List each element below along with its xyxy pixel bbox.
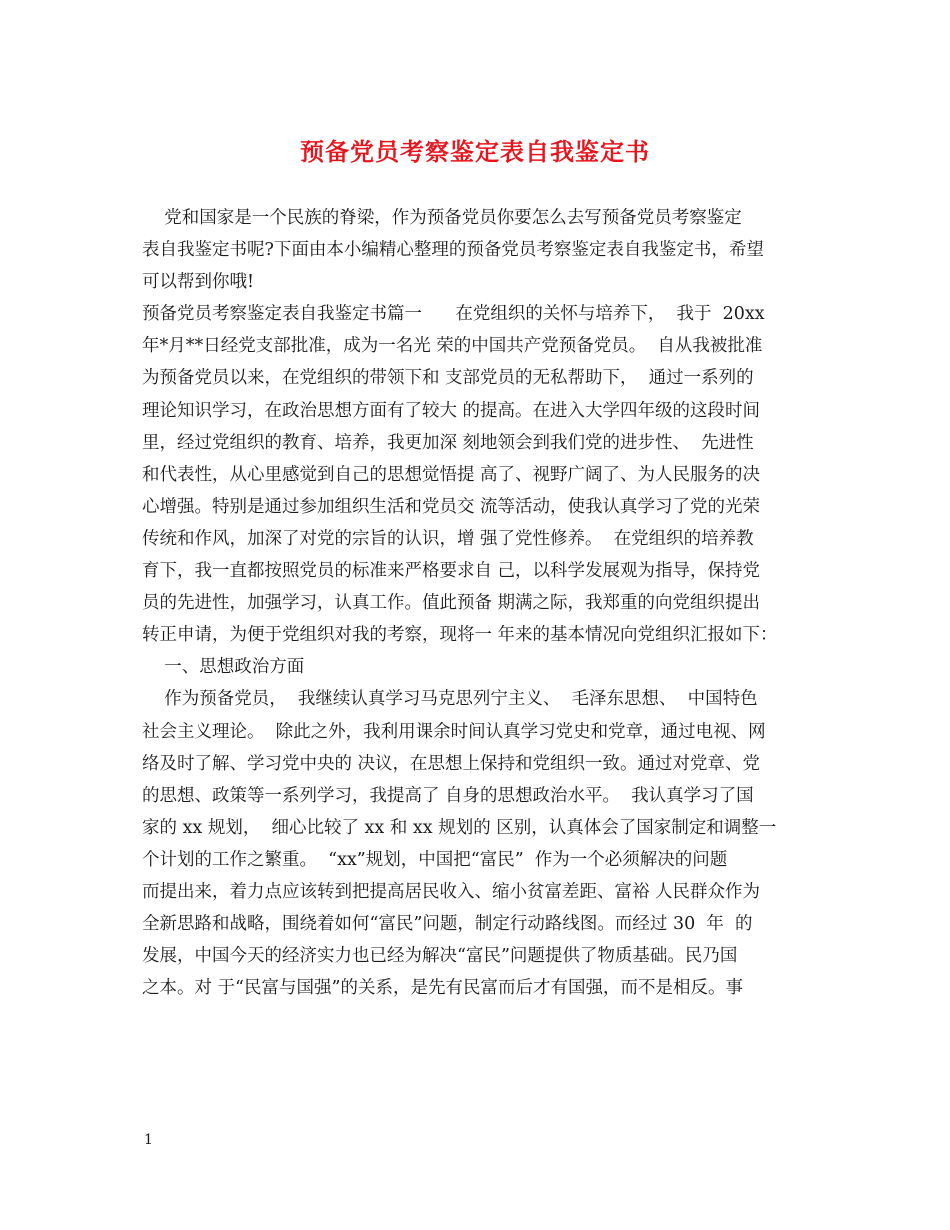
text-line: 家的 xx 规划， 细心比较了 xx 和 xx 规划的 区别，认真体会了国家制定和调整一 — [142, 817, 777, 838]
text-line: 社会主义理论。 除此之外，我利用课余时间认真学习党史和党章，通过电视、网 — [142, 721, 766, 742]
text-line: 心增强。特别是通过参加组织生活和党员交 流等活动，使我认真学习了党的光荣 — [142, 496, 761, 517]
text-line: 可以帮到你哦! — [142, 272, 255, 293]
document-body — [142, 202, 812, 1004]
text-line: 的思想、政策等一系列学习，我提高了 自身的思想政治水平。 我认真学习了国 — [142, 785, 754, 806]
text-line: 和代表性，从心里感觉到自己的思想觉悟提 高了、视野广阔了、为人民服务的决 — [142, 464, 761, 485]
text-line: 为预备党员以来，在党组织的带领下和 支部党员的无私帮助下， 通过一系列的 — [142, 368, 754, 389]
text-line: 个计划的工作之繁重。 “xx”规划，中国把“富民” 作为一个必须解决的问题 — [142, 849, 728, 870]
text-line: 年*月**日经党支部批准，成为一名光 荣的中国共产党预备党员。 自从我被批准 — [142, 336, 763, 357]
text-line: 里，经过党组织的教育、培养，我更加深 刻地领会到我们党的进步性、 先进性 — [142, 432, 754, 453]
text-line: 转正申请，为便于党组织对我的考察，现将一 年来的基本情况向党组织汇报如下： — [142, 625, 778, 646]
section-heading: 一、思想政治方面 — [142, 657, 305, 678]
text-line: 表自我鉴定书呢?下面由本小编精心整理的预备党员考察鉴定表自我鉴定书，希望 — [142, 240, 764, 261]
text-line: 全新思路和战略，围绕着如何“富民”问题，制定行动路线图。而经过 30 年 的 — [142, 914, 753, 935]
text-line: 员的先进性，加强学习，认真工作。值此预备 期满之际，我郑重的向党组织提出 — [142, 593, 761, 614]
text-line: 络及时了解、学习党中央的 决议，在思想上保持和党组织一致。通过对党章、党 — [142, 753, 761, 774]
page-number: 1 — [144, 1132, 153, 1148]
text-line: 理论知识学习，在政治思想方面有了较大 的提高。在进入大学四年级的这段时间 — [142, 400, 761, 421]
text-line: 作为预备党员， 我继续认真学习马克思列宁主义、 毛泽东思想、 中国特色 — [142, 689, 758, 710]
text-line: 之本。对 于“民富与国强”的关系，是先有民富而后才有国强，而不是相反。事 — [142, 978, 743, 999]
text-line: 党和国家是一个民族的脊梁，作为预备党员你要怎么去写预备党员考察鉴定 — [142, 208, 742, 228]
text-line: 而提出来，着力点应该转到把提高居民收入、缩小贫富差距、富裕 人民群众作为 — [142, 881, 761, 902]
text-line: 育下，我一直都按照党员的标准来严格要求自 己，以科学发展观为指导，保持党 — [142, 561, 761, 582]
text-line: 发展，中国今天的经济实力也已经为解决“富民”问题提供了物质基础。民乃国 — [142, 946, 738, 967]
text-line: 传统和作风，加深了对党的宗旨的认识，增 强了党性修养。 在党组织的培养教 — [142, 528, 754, 549]
text-line: 预备党员考察鉴定表自我鉴定书篇一 在党组织的关怀与培养下， 我于 20xx — [142, 304, 765, 325]
document-title: 预备党员考察鉴定表自我鉴定书 — [300, 137, 650, 166]
